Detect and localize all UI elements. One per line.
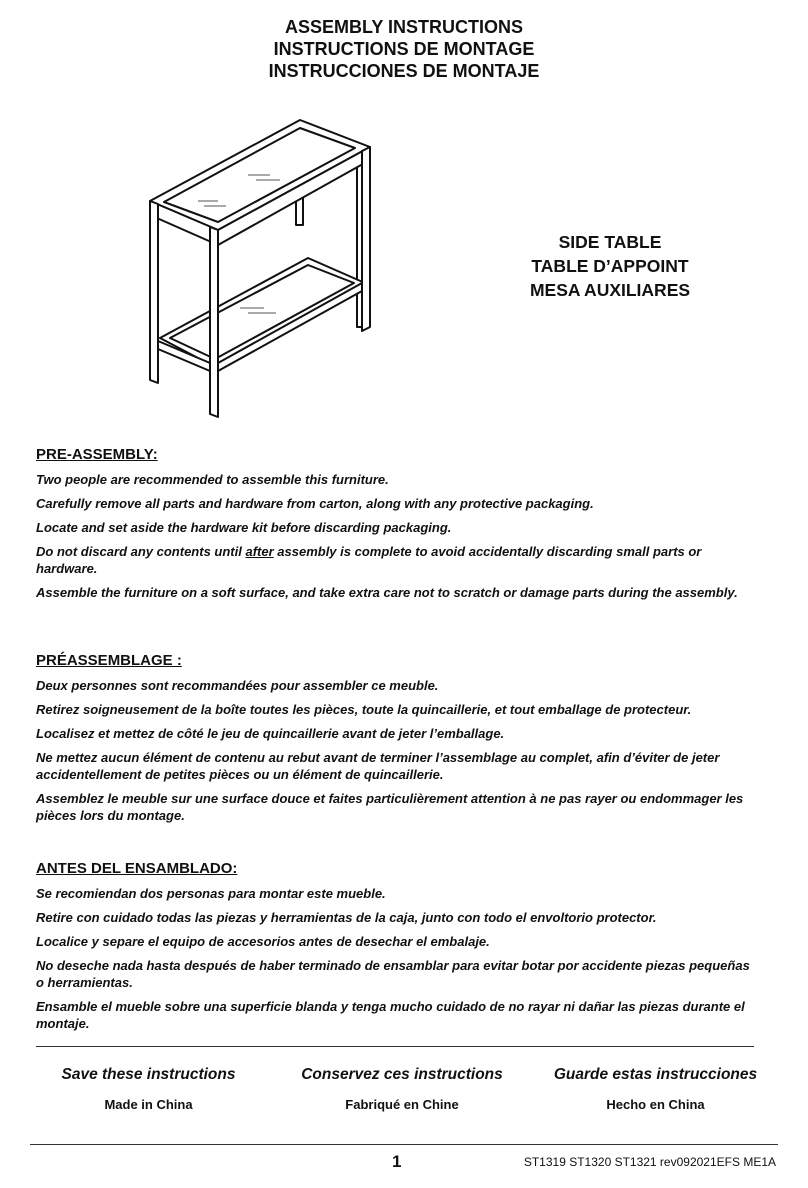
- antes-item-5: Ensamble el mueble sobre una superficie blanda y tenga mucho cuidado de no rayar ni dañar las piezas durante el montaje.: [36, 999, 745, 1031]
- model-revision-info: ST1319 ST1320 ST1321 rev092021EFS ME1A: [523, 1155, 776, 1169]
- pre-assembly-item-5: Assemble the furniture on a soft surface, and take extra care not to scratch or damage parts during the assembly.: [36, 585, 738, 600]
- pre-assembly-item-4-end: assembly is complete to avoid accidentally discarding small parts or hardware.: [36, 544, 702, 576]
- title-spanish: INSTRUCCIONES DE MONTAJE: [268, 61, 540, 81]
- preassemblage-item-3: Localisez et mettez de côté le jeu de quincaillerie avant de jeter l’emballage.: [36, 726, 505, 741]
- made-in-row: [22, 1097, 782, 1112]
- title-french: INSTRUCTIONS DE MONTAGE: [273, 39, 535, 59]
- save-instructions-french: Conservez ces instructions: [301, 1066, 503, 1083]
- antes-item-2: Retire con cuidado todas las piezas y herramientas de la caja, junto con todo el envoltorio protector.: [36, 910, 657, 925]
- preassemblage-item-1: Deux personnes sont recommandées pour assembler ce meuble.: [36, 678, 439, 693]
- product-name-french: TABLE D’APPOINT: [531, 256, 689, 276]
- product-name-english: SIDE TABLE: [558, 232, 662, 252]
- made-in-english: Made in China: [104, 1097, 193, 1112]
- side-table-illustration: [130, 105, 390, 425]
- product-name-spanish: MESA AUXILIARES: [529, 280, 691, 300]
- preassemblage-section: [36, 652, 756, 831]
- made-in-spanish: Hecho en China: [606, 1097, 705, 1112]
- preassemblage-item-4: Ne mettez aucun élément de contenu au rebut avant de terminer l’assemblage au complet, afin d’éviter de jeter accidentellement de petites pièces ou un élément de quincaillerie.: [36, 750, 720, 782]
- pre-assembly-item-4-emphasis: after: [245, 544, 274, 559]
- save-instructions-row: [22, 1066, 782, 1084]
- preassemblage-heading: PRÉASSEMBLAGE :: [36, 652, 182, 669]
- footer-divider-bottom: [30, 1144, 778, 1145]
- save-instructions-english: Save these instructions: [61, 1066, 236, 1083]
- pre-assembly-item-4-start: Do not discard any contents until: [36, 544, 246, 559]
- product-name-block: [495, 230, 725, 302]
- antes-item-4: No deseche nada hasta después de haber terminado de ensamblar para evitar botar por accidente piezas pequeñas o herramientas.: [36, 958, 750, 990]
- footer-divider-top: [36, 1046, 754, 1047]
- pre-assembly-item-2: Carefully remove all parts and hardware from carton, along with any protective packaging.: [36, 496, 594, 511]
- pre-assembly-item-1: Two people are recommended to assemble this furniture.: [36, 472, 389, 487]
- antes-heading: ANTES DEL ENSAMBLADO:: [36, 860, 238, 877]
- pre-assembly-item-4: [36, 543, 756, 577]
- antes-item-1: Se recomiendan dos personas para montar este mueble.: [36, 886, 386, 901]
- preassemblage-item-5: Assemblez le meuble sur une surface douce et faites particulièrement attention à ne pas rayer ou endommager les pièces lors du montage.: [36, 791, 744, 823]
- antes-item-3: Localice y separe el equipo de accesorios antes de desechar el embalaje.: [36, 934, 490, 949]
- pre-assembly-section: [36, 446, 756, 608]
- save-instructions-spanish: Guarde estas instrucciones: [553, 1066, 758, 1083]
- title-english: ASSEMBLY INSTRUCTIONS: [284, 17, 524, 37]
- antes-section: [36, 860, 756, 1039]
- made-in-french: Fabriqué en Chine: [345, 1097, 459, 1112]
- pre-assembly-heading: PRE-ASSEMBLY:: [36, 446, 158, 463]
- document-title-block: [0, 16, 808, 82]
- preassemblage-item-2: Retirez soigneusement de la boîte toutes les pièces, toute la quincaillerie, et tout emballage de protecteur.: [36, 702, 692, 717]
- page-number: 1: [392, 1152, 402, 1171]
- pre-assembly-item-3: Locate and set aside the hardware kit before discarding packaging.: [36, 520, 452, 535]
